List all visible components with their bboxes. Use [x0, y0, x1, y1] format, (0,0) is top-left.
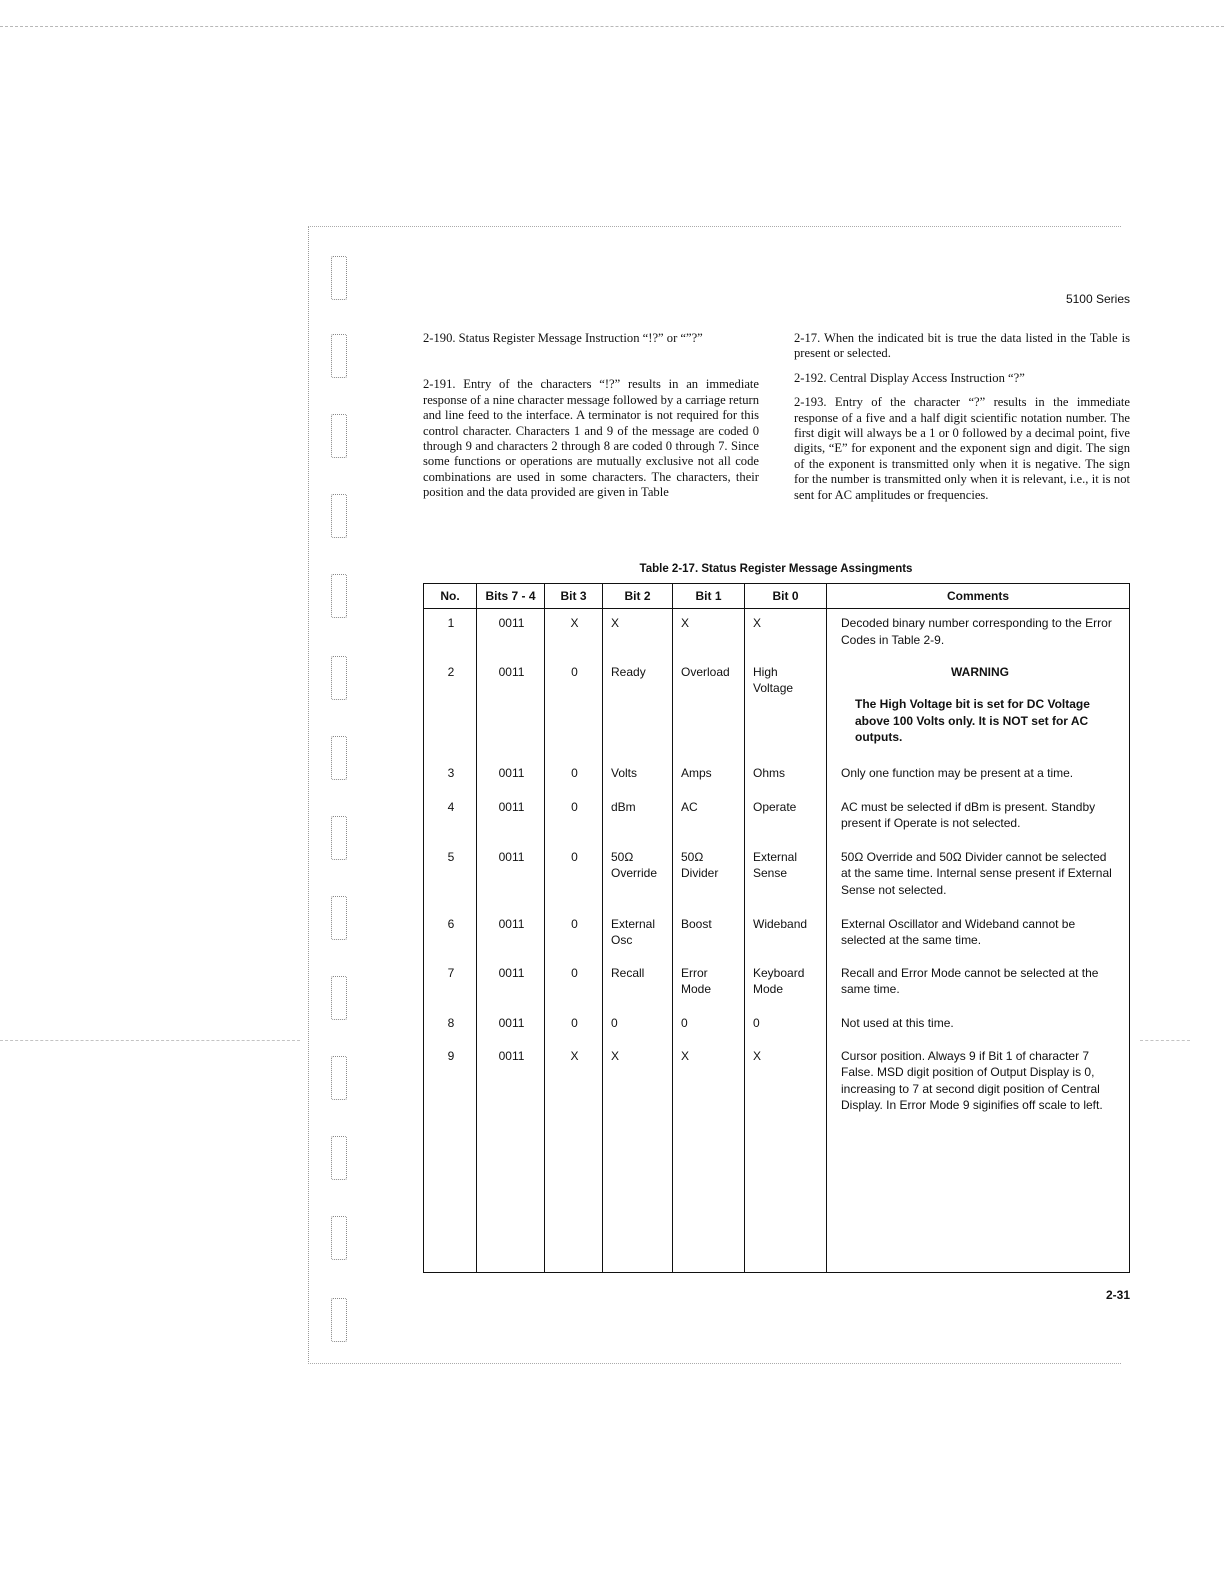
table-row [424, 1010, 1130, 1043]
cell-bit-2: 50Ω Override [603, 844, 673, 911]
cell-no: 7 [424, 960, 477, 1010]
cell-no: 5 [424, 844, 477, 911]
binder-hole [331, 656, 347, 700]
page-number: 2-31 [1105, 1288, 1130, 1302]
cell-comment: Not used at this time. [827, 1010, 1130, 1043]
paragraph-2-191: 2-191. Entry of the characters “!?” results in an immediate response of a nine character message followed by a carriage return and line feed to the interface. A terminator is not required for this control character. Characters 1 and 9 of the message are coded 0 through 9 and characters 2 through 8 are coded 0 through 7. Since some functions or operations are mutually exclusive not all code combinations are used in some characters. The characters, their position and the data provided are given in Table [423, 377, 759, 500]
cell-bit-0: High Voltage [745, 659, 827, 760]
cell-bit-0: Operate [745, 794, 827, 844]
cell-comment: 50Ω Override and 50Ω Divider cannot be selected at the same time. Internal sense present if External Sense not selected. [827, 844, 1130, 911]
cell-no: 1 [424, 609, 477, 659]
cell-bits-7-4: 0011 [477, 1043, 545, 1273]
cell-bits-7-4: 0011 [477, 659, 545, 760]
header-bit-2: Bit 2 [603, 584, 673, 609]
right-column [794, 331, 1130, 512]
table-row [424, 609, 1130, 659]
binder-hole [331, 414, 347, 458]
binder-hole [331, 976, 347, 1020]
table-row [424, 760, 1130, 794]
header-no: No. [424, 584, 477, 609]
series-header: 5100 Series [1065, 292, 1130, 306]
table-header-row [424, 584, 1130, 609]
cell-bits-7-4: 0011 [477, 1010, 545, 1043]
cell-bit-3: 0 [545, 1010, 603, 1043]
cell-bit-0: Wideband [745, 911, 827, 960]
cell-bit-0: External Sense [745, 844, 827, 911]
cell-bit-1: 0 [673, 1010, 745, 1043]
cell-bit-1: Amps [673, 760, 745, 794]
cell-bits-7-4: 0011 [477, 911, 545, 960]
cell-comment: Only one function may be present at a time. [827, 760, 1130, 794]
cell-no: 4 [424, 794, 477, 844]
cell-bit-1: X [673, 609, 745, 659]
paragraph-2-193: 2-193. Entry of the character “?” results in the immediate response of a five and a half digit scientific notation number. The first digit will always be a 1 or 0 followed by a decimal point, five digits, “E” for exponent and the exponent sign and digit. The sign of the exponent is transmitted only when it is negative. The sign for the number is transmitted only when it is relevant, i.e., it is not sent for AC amplitudes or frequencies. [794, 395, 1130, 502]
cell-bit-3: 0 [545, 844, 603, 911]
cell-bit-3: X [545, 1043, 603, 1273]
cell-no: 8 [424, 1010, 477, 1043]
cell-bit-3: 0 [545, 760, 603, 794]
cell-bit-0: Keyboard Mode [745, 960, 827, 1010]
cell-no: 6 [424, 911, 477, 960]
cell-bits-7-4: 0011 [477, 960, 545, 1010]
cell-bit-2: 0 [603, 1010, 673, 1043]
cell-bit-3: 0 [545, 911, 603, 960]
cell-comment: External Oscillator and Wideband cannot be selected at the same time. [827, 911, 1130, 960]
binder-hole [331, 736, 347, 780]
header-bit-0: Bit 0 [745, 584, 827, 609]
cell-bit-3: X [545, 609, 603, 659]
binder-hole [331, 816, 347, 860]
table-row [424, 911, 1130, 960]
cell-bit-2: dBm [603, 794, 673, 844]
cell-bit-2: Ready [603, 659, 673, 760]
cell-no: 3 [424, 760, 477, 794]
scan-top-rule [0, 26, 1224, 27]
cell-bits-7-4: 0011 [477, 794, 545, 844]
cell-bit-0: 0 [745, 1010, 827, 1043]
header-bit-3: Bit 3 [545, 584, 603, 609]
cell-bit-2: X [603, 609, 673, 659]
cell-bit-1: Overload [673, 659, 745, 760]
header-bits-7-4: Bits 7 - 4 [477, 584, 545, 609]
cell-bit-1: AC [673, 794, 745, 844]
table-row [424, 1043, 1130, 1273]
cell-bit-2: Recall [603, 960, 673, 1010]
cell-bit-0: X [745, 1043, 827, 1273]
cell-comment: Decoded binary number corresponding to the Error Codes in Table 2-9. [827, 609, 1130, 659]
cell-bit-1: X [673, 1043, 745, 1273]
binder-hole [331, 574, 347, 618]
binder-hole [331, 896, 347, 940]
cell-bit-3: 0 [545, 960, 603, 1010]
cell-bit-0: Ohms [745, 760, 827, 794]
status-register-table [423, 583, 1130, 1273]
cell-bit-0: X [745, 609, 827, 659]
binder-hole [331, 334, 347, 378]
cell-comment: AC must be selected if dBm is present. Standby present if Operate is not selected. [827, 794, 1130, 844]
table-row [424, 960, 1130, 1010]
table-row [424, 659, 1130, 760]
cell-bit-3: 0 [545, 794, 603, 844]
cell-bit-1: 50Ω Divider [673, 844, 745, 911]
header-bit-1: Bit 1 [673, 584, 745, 609]
cell-bit-2: Volts [603, 760, 673, 794]
binder-hole [331, 1298, 347, 1342]
cell-no: 2 [424, 659, 477, 760]
cell-bits-7-4: 0011 [477, 760, 545, 794]
cell-bits-7-4: 0011 [477, 844, 545, 911]
binder-hole [331, 256, 347, 300]
cell-bit-2: External Osc [603, 911, 673, 960]
paragraph-continuation: 2-17. When the indicated bit is true the data listed in the Table is present or selected. [794, 331, 1130, 361]
cell-bit-2: X [603, 1043, 673, 1273]
cell-comment-warning [827, 659, 1130, 760]
scan-fold-line [0, 1040, 300, 1041]
warning-title: WARNING [951, 664, 1009, 679]
section-heading-2-192: 2-192. Central Display Access Instruction “?” [794, 370, 1025, 385]
scan-fold-line [1140, 1040, 1190, 1041]
left-column [423, 331, 759, 510]
warning-text: The High Voltage bit is set for DC Voltage above 100 Volts only. It is NOT set for AC outputs. [855, 697, 1090, 744]
cell-bits-7-4: 0011 [477, 609, 545, 659]
header-comments: Comments [827, 584, 1130, 609]
binder-hole [331, 494, 347, 538]
binder-hole [331, 1056, 347, 1100]
table-title: Table 2-17. Status Register Message Assingments [639, 563, 913, 575]
cell-bit-1: Error Mode [673, 960, 745, 1010]
binder-hole [331, 1216, 347, 1260]
cell-comment: Cursor position. Always 9 if Bit 1 of character 7 False. MSD digit position of Output Display is 0, increasing to 7 at second digit position of Central Display. In Error Mode 9 siginifies off scale to left. [827, 1043, 1130, 1273]
binder-hole [331, 1136, 347, 1180]
cell-bit-3: 0 [545, 659, 603, 760]
table-row [424, 794, 1130, 844]
cell-comment: Recall and Error Mode cannot be selected at the same time. [827, 960, 1130, 1010]
cell-no: 9 [424, 1043, 477, 1273]
section-heading-2-190: 2-190. Status Register Message Instruction “!?” or “”?” [423, 331, 703, 345]
cell-bit-1: Boost [673, 911, 745, 960]
table-row [424, 844, 1130, 911]
